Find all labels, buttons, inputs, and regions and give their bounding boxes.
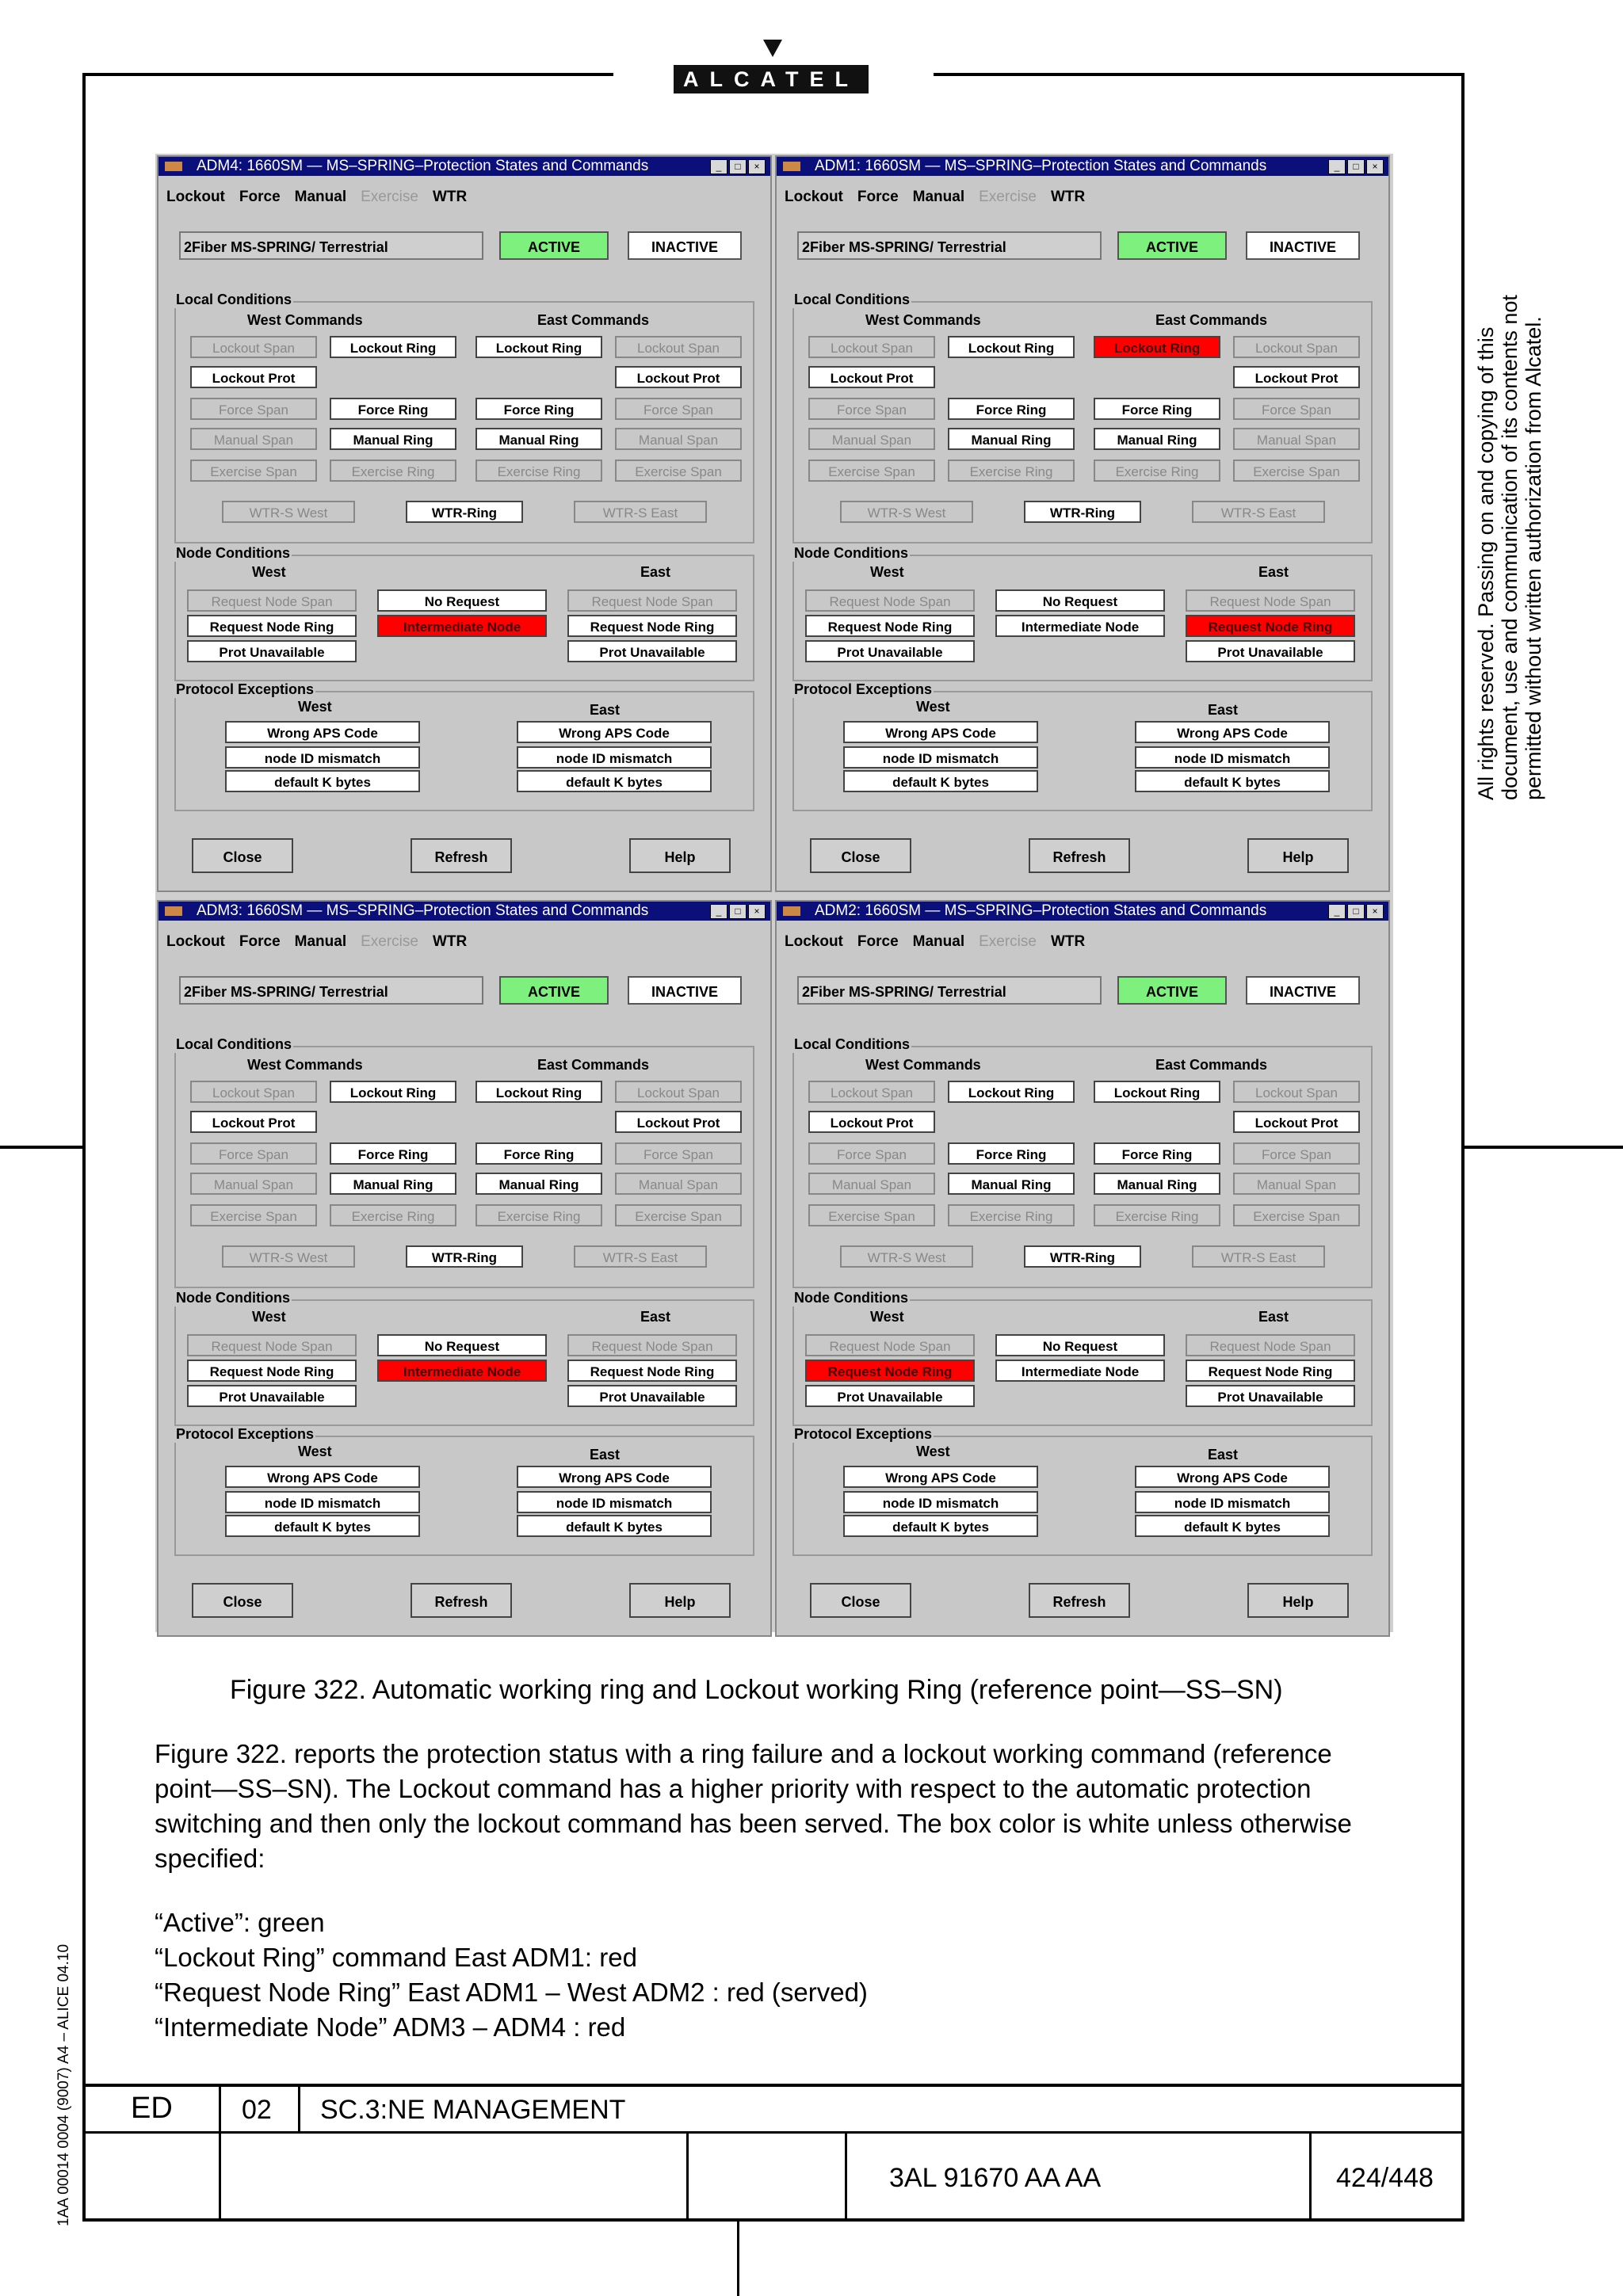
margin-mark-left <box>0 1146 82 1149</box>
figure-caption: Figure 322. Automatic working ring and Lockout working Ring (reference point—SS–SN) <box>230 1675 1283 1705</box>
window-title: ADM2: 1660SM — MS–SPRING–Protection States and Commands <box>815 902 1267 919</box>
maximize-icon[interactable]: □ <box>729 159 747 174</box>
west-request-node-span-button[interactable]: Request Node Span <box>805 589 975 612</box>
close-button[interactable]: Close <box>192 838 293 873</box>
refresh-button[interactable]: Refresh <box>411 1583 512 1618</box>
east-request-node-ring-button[interactable]: Request Node Ring <box>567 1360 737 1382</box>
close-icon[interactable]: × <box>1366 159 1384 174</box>
footer-line-bottom <box>82 2218 1465 2222</box>
east-prot-unavailable-button[interactable]: Prot Unavailable <box>567 1385 737 1407</box>
west-request-node-ring-button[interactable]: Request Node Ring <box>187 615 357 637</box>
west-manual-span-button[interactable]: Manual Span <box>190 428 317 450</box>
west-default-k-button[interactable]: default K bytes <box>225 770 420 792</box>
maximize-icon[interactable]: □ <box>729 904 747 919</box>
protection-window <box>157 900 772 1637</box>
refresh-button[interactable]: Refresh <box>411 838 512 873</box>
minimize-icon[interactable]: _ <box>710 904 727 919</box>
west-node-id-button[interactable]: node ID mismatch <box>225 1491 420 1513</box>
east-wrong-aps-button[interactable]: Wrong APS Code <box>517 1466 712 1488</box>
footer-ed-value: 02 <box>242 2095 272 2125</box>
proto-west-label: West <box>298 1444 332 1459</box>
east-prot-unavailable-button[interactable]: Prot Unavailable <box>1186 1385 1355 1407</box>
east-wrong-aps-button[interactable]: Wrong APS Code <box>1135 721 1330 743</box>
menu-lockout[interactable]: Lockout <box>166 933 225 950</box>
help-button[interactable]: Help <box>1247 1583 1349 1618</box>
west-request-node-span-button[interactable]: Request Node Span <box>805 1334 975 1356</box>
menu-wtr[interactable]: WTR <box>1050 933 1086 950</box>
west-force-span-button[interactable]: Force Span <box>190 398 317 420</box>
east-exercise-span-button[interactable]: Exercise Span <box>615 1204 742 1226</box>
inactive-status: INACTIVE <box>1246 976 1360 1005</box>
footer-line-mid <box>82 2131 1465 2134</box>
west-exercise-span-button[interactable]: Exercise Span <box>190 460 317 482</box>
title-bar <box>777 157 1388 176</box>
proto-west-label: West <box>298 699 332 715</box>
close-icon[interactable]: × <box>1366 904 1384 919</box>
app-icon <box>783 906 800 916</box>
west-node-id-button[interactable]: node ID mismatch <box>843 1491 1038 1513</box>
west-lockout-span-button[interactable]: Lockout Span <box>190 1081 317 1103</box>
note-line: “Request Node Ring” East ADM1 – West ADM2 : red (served) <box>155 1978 868 2007</box>
protection-window <box>775 155 1390 892</box>
east-request-node-ring-button[interactable]: Request Node Ring <box>1186 1360 1355 1382</box>
inactive-status: INACTIVE <box>1246 231 1360 260</box>
west-force-span-button[interactable]: Force Span <box>808 1142 935 1165</box>
wtr-s-east-button[interactable]: WTR-S East <box>574 1245 707 1268</box>
menu-exercise: Exercise <box>979 189 1037 205</box>
east-exercise-span-button[interactable]: Exercise Span <box>1233 460 1360 482</box>
east-force-span-button[interactable]: Force Span <box>1233 398 1360 420</box>
west-exercise-ring-button[interactable]: Exercise Ring <box>948 1204 1075 1226</box>
wtr-s-east-button[interactable]: WTR-S East <box>1192 1245 1325 1268</box>
east-force-ring-button[interactable]: Force Ring <box>1094 1142 1220 1165</box>
close-icon[interactable]: × <box>748 904 766 919</box>
east-exercise-span-button[interactable]: Exercise Span <box>615 460 742 482</box>
east-lockout-ring-button[interactable]: Lockout Ring <box>1094 336 1220 358</box>
west-commands-label: West Commands <box>247 312 363 328</box>
protocol-exceptions-title: Protocol Exceptions <box>794 1426 933 1442</box>
footer-div <box>219 2084 221 2220</box>
menu-bar <box>785 189 1099 206</box>
east-default-k-button[interactable]: default K bytes <box>517 770 712 792</box>
east-lockout-span-button[interactable]: Lockout Span <box>1233 1081 1360 1103</box>
minimize-icon[interactable]: _ <box>710 159 727 174</box>
east-wrong-aps-button[interactable]: Wrong APS Code <box>1135 1466 1330 1488</box>
local-conditions-title: Local Conditions <box>176 292 292 307</box>
wtr-s-east-button[interactable]: WTR-S East <box>574 501 707 523</box>
east-exercise-ring-button[interactable]: Exercise Ring <box>1094 460 1220 482</box>
east-lockout-prot-button[interactable]: Lockout Prot <box>615 366 742 388</box>
east-request-node-span-button[interactable]: Request Node Span <box>567 589 737 612</box>
menu-force[interactable]: Force <box>857 189 899 205</box>
mode-field: 2Fiber MS-SPRING/ Terrestrial <box>179 231 483 260</box>
west-manual-ring-button[interactable]: Manual Ring <box>330 428 456 450</box>
active-status: ACTIVE <box>1117 231 1227 260</box>
west-force-ring-button[interactable]: Force Ring <box>330 398 456 420</box>
east-commands-label: East Commands <box>1155 312 1268 328</box>
footer-line-top <box>82 2084 1465 2087</box>
title-bar <box>158 902 770 921</box>
help-button[interactable]: Help <box>1247 838 1349 873</box>
west-wrong-aps-button[interactable]: Wrong APS Code <box>225 721 420 743</box>
west-lockout-span-button[interactable]: Lockout Span <box>808 336 935 358</box>
west-default-k-button[interactable]: default K bytes <box>843 1515 1038 1537</box>
east-lockout-span-button[interactable]: Lockout Span <box>1233 336 1360 358</box>
east-lockout-span-button[interactable]: Lockout Span <box>615 336 742 358</box>
west-wrong-aps-button[interactable]: Wrong APS Code <box>843 721 1038 743</box>
mode-field: 2Fiber MS-SPRING/ Terrestrial <box>797 231 1102 260</box>
frame-top-left <box>82 73 613 76</box>
east-wrong-aps-button[interactable]: Wrong APS Code <box>517 721 712 743</box>
east-lockout-ring-button[interactable]: Lockout Ring <box>475 336 602 358</box>
west-exercise-ring-button[interactable]: Exercise Ring <box>330 460 456 482</box>
title-bar <box>777 902 1388 921</box>
protocol-exceptions-title: Protocol Exceptions <box>794 681 933 697</box>
footer-doc-number: 3AL 91670 AA AA <box>889 2163 1102 2193</box>
east-manual-ring-button[interactable]: Manual Ring <box>475 428 602 450</box>
intermediate-node-button[interactable]: Intermediate Node <box>377 1360 547 1382</box>
minimize-icon[interactable]: _ <box>1328 904 1346 919</box>
menu-lockout[interactable]: Lockout <box>166 189 225 205</box>
west-force-ring-button[interactable]: Force Ring <box>948 398 1075 420</box>
maximize-icon[interactable]: □ <box>1347 159 1365 174</box>
east-exercise-ring-button[interactable]: Exercise Ring <box>1094 1204 1220 1226</box>
node-west-label: West <box>870 1309 904 1325</box>
east-manual-span-button[interactable]: Manual Span <box>615 428 742 450</box>
east-lockout-prot-button[interactable]: Lockout Prot <box>1233 366 1360 388</box>
window-title: ADM1: 1660SM — MS–SPRING–Protection States and Commands <box>815 158 1267 174</box>
wtr-s-west-button[interactable]: WTR-S West <box>840 1245 973 1268</box>
west-exercise-span-button[interactable]: Exercise Span <box>190 1204 317 1226</box>
copyright-notice: All rights reserved. Passing on and copying of this document, use and communication of its contents not permitted without written authorization from Alcatel. <box>1474 295 1545 800</box>
footer-div <box>298 2084 300 2133</box>
form-code: 1AA 00014 0004 (9007) A4 – ALICE 04.10 <box>55 1943 72 2226</box>
east-default-k-button[interactable]: default K bytes <box>1135 770 1330 792</box>
west-prot-unavailable-button[interactable]: Prot Unavailable <box>805 640 975 662</box>
east-exercise-ring-button[interactable]: Exercise Ring <box>475 1204 602 1226</box>
east-default-k-button[interactable]: default K bytes <box>1135 1515 1330 1537</box>
menu-force[interactable]: Force <box>239 933 281 950</box>
intermediate-node-button[interactable]: Intermediate Node <box>377 615 547 637</box>
east-prot-unavailable-button[interactable]: Prot Unavailable <box>1186 640 1355 662</box>
west-force-ring-button[interactable]: Force Ring <box>948 1142 1075 1165</box>
node-conditions-title: Node Conditions <box>794 1290 908 1306</box>
east-node-id-button[interactable]: node ID mismatch <box>517 746 712 769</box>
west-request-node-span-button[interactable]: Request Node Span <box>187 1334 357 1356</box>
east-request-node-ring-button[interactable]: Request Node Ring <box>1186 615 1355 637</box>
east-lockout-ring-button[interactable]: Lockout Ring <box>1094 1081 1220 1103</box>
west-prot-unavailable-button[interactable]: Prot Unavailable <box>805 1385 975 1407</box>
menu-manual[interactable]: Manual <box>294 189 347 205</box>
east-request-node-span-button[interactable]: Request Node Span <box>1186 589 1355 612</box>
west-commands-label: West Commands <box>865 312 981 328</box>
intermediate-node-button[interactable]: Intermediate Node <box>995 1360 1165 1382</box>
node-conditions-title: Node Conditions <box>176 545 290 561</box>
node-west-label: West <box>252 564 286 580</box>
east-manual-span-button[interactable]: Manual Span <box>615 1173 742 1195</box>
east-force-ring-button[interactable]: Force Ring <box>475 1142 602 1165</box>
no-request-button[interactable]: No Request <box>377 589 547 612</box>
local-conditions-title: Local Conditions <box>794 292 910 307</box>
west-request-node-ring-button[interactable]: Request Node Ring <box>805 615 975 637</box>
active-status: ACTIVE <box>499 976 609 1005</box>
margin-mark-right <box>1465 1146 1623 1149</box>
east-commands-label: East Commands <box>1155 1057 1268 1073</box>
west-manual-ring-button[interactable]: Manual Ring <box>948 1173 1075 1195</box>
menu-wtr[interactable]: WTR <box>432 189 468 205</box>
protection-window <box>157 155 772 892</box>
frame-top-right <box>934 73 1465 76</box>
east-lockout-span-button[interactable]: Lockout Span <box>615 1081 742 1103</box>
menu-lockout[interactable]: Lockout <box>785 189 843 205</box>
west-request-node-span-button[interactable]: Request Node Span <box>187 589 357 612</box>
west-prot-unavailable-button[interactable]: Prot Unavailable <box>187 640 357 662</box>
close-button[interactable]: Close <box>810 838 911 873</box>
help-button[interactable]: Help <box>629 838 731 873</box>
wtr-ring-button[interactable]: WTR-Ring <box>406 1245 523 1268</box>
node-east-label: East <box>640 564 671 580</box>
wtr-s-west-button[interactable]: WTR-S West <box>840 501 973 523</box>
active-status: ACTIVE <box>1117 976 1227 1005</box>
menu-manual[interactable]: Manual <box>912 933 965 950</box>
app-icon <box>165 906 182 916</box>
node-conditions-title: Node Conditions <box>176 1290 290 1306</box>
note-line: “Lockout Ring” command East ADM1: red <box>155 1943 637 1972</box>
inactive-status: INACTIVE <box>628 231 742 260</box>
west-manual-span-button[interactable]: Manual Span <box>190 1173 317 1195</box>
no-request-button[interactable]: No Request <box>995 1334 1165 1356</box>
west-wrong-aps-button[interactable]: Wrong APS Code <box>225 1466 420 1488</box>
west-manual-span-button[interactable]: Manual Span <box>808 1173 935 1195</box>
east-force-span-button[interactable]: Force Span <box>615 1142 742 1165</box>
east-node-id-button[interactable]: node ID mismatch <box>1135 1491 1330 1513</box>
west-lockout-ring-button[interactable]: Lockout Ring <box>330 336 456 358</box>
menu-wtr[interactable]: WTR <box>432 933 468 950</box>
note-line: “Active”: green <box>155 1908 325 1937</box>
east-node-id-button[interactable]: node ID mismatch <box>1135 746 1330 769</box>
east-lockout-prot-button[interactable]: Lockout Prot <box>615 1111 742 1133</box>
help-button[interactable]: Help <box>629 1583 731 1618</box>
west-prot-unavailable-button[interactable]: Prot Unavailable <box>187 1385 357 1407</box>
east-lockout-prot-button[interactable]: Lockout Prot <box>1233 1111 1360 1133</box>
west-lockout-ring-button[interactable]: Lockout Ring <box>330 1081 456 1103</box>
node-east-label: East <box>640 1309 671 1325</box>
east-prot-unavailable-button[interactable]: Prot Unavailable <box>567 640 737 662</box>
east-commands-label: East Commands <box>537 1057 650 1073</box>
east-request-node-ring-button[interactable]: Request Node Ring <box>567 615 737 637</box>
proto-east-label: East <box>1208 702 1239 718</box>
east-force-span-button[interactable]: Force Span <box>615 398 742 420</box>
footer-div <box>845 2131 847 2220</box>
west-manual-ring-button[interactable]: Manual Ring <box>948 428 1075 450</box>
window-title: ADM4: 1660SM — MS–SPRING–Protection States and Commands <box>197 158 649 174</box>
proto-east-label: East <box>590 702 621 718</box>
proto-east-label: East <box>1208 1447 1239 1463</box>
body-paragraph: Figure 322. reports the protection status with a ring failure and a lockout working command (reference point—SS–SN). The Lockout command has a higher priority with respect to the automatic protection switching and then only the lockout command has been served. The box color is white unless otherwise specified: <box>155 1739 1352 1873</box>
east-default-k-button[interactable]: default K bytes <box>517 1515 712 1537</box>
west-manual-span-button[interactable]: Manual Span <box>808 428 935 450</box>
node-conditions-title: Node Conditions <box>794 545 908 561</box>
close-button[interactable]: Close <box>192 1583 293 1618</box>
east-request-node-span-button[interactable]: Request Node Span <box>567 1334 737 1356</box>
menu-exercise: Exercise <box>361 933 418 950</box>
east-manual-ring-button[interactable]: Manual Ring <box>475 1173 602 1195</box>
proto-west-label: West <box>916 699 950 715</box>
mode-field: 2Fiber MS-SPRING/ Terrestrial <box>797 976 1102 1005</box>
menu-bar <box>166 933 481 951</box>
close-icon[interactable]: × <box>748 159 766 174</box>
menu-bar <box>785 933 1099 951</box>
footer-ed-label: ED <box>131 2092 173 2125</box>
footer-page: 424/448 <box>1336 2163 1434 2193</box>
west-node-id-button[interactable]: node ID mismatch <box>225 746 420 769</box>
west-lockout-span-button[interactable]: Lockout Span <box>808 1081 935 1103</box>
west-force-ring-button[interactable]: Force Ring <box>330 1142 456 1165</box>
east-force-ring-button[interactable]: Force Ring <box>1094 398 1220 420</box>
proto-east-label: East <box>590 1447 621 1463</box>
refresh-button[interactable]: Refresh <box>1029 1583 1130 1618</box>
no-request-button[interactable]: No Request <box>995 589 1165 612</box>
footer-div <box>1309 2131 1312 2220</box>
footer-tail <box>737 2220 739 2296</box>
west-exercise-ring-button[interactable]: Exercise Ring <box>330 1204 456 1226</box>
east-manual-span-button[interactable]: Manual Span <box>1233 1173 1360 1195</box>
wtr-ring-button[interactable]: WTR-Ring <box>406 501 523 523</box>
menu-bar <box>166 189 481 206</box>
menu-wtr[interactable]: WTR <box>1050 189 1086 205</box>
protocol-exceptions-title: Protocol Exceptions <box>176 681 315 697</box>
color-notes <box>155 1905 868 2045</box>
close-button[interactable]: Close <box>810 1583 911 1618</box>
protection-window <box>775 900 1390 1637</box>
node-west-label: West <box>870 564 904 580</box>
menu-exercise: Exercise <box>361 189 418 205</box>
local-conditions-title: Local Conditions <box>794 1036 910 1052</box>
west-lockout-ring-button[interactable]: Lockout Ring <box>948 1081 1075 1103</box>
active-status: ACTIVE <box>499 231 609 260</box>
proto-west-label: West <box>916 1444 950 1459</box>
title-bar <box>158 157 770 176</box>
west-force-span-button[interactable]: Force Span <box>808 398 935 420</box>
menu-lockout[interactable]: Lockout <box>785 933 843 950</box>
footer-div <box>686 2131 689 2220</box>
east-request-node-span-button[interactable]: Request Node Span <box>1186 1334 1355 1356</box>
node-east-label: East <box>1258 1309 1289 1325</box>
minimize-icon[interactable]: _ <box>1328 159 1346 174</box>
no-request-button[interactable]: No Request <box>377 1334 547 1356</box>
node-east-label: East <box>1258 564 1289 580</box>
note-line: “Intermediate Node” ADM3 – ADM4 : red <box>155 2012 626 2042</box>
wtr-s-west-button[interactable]: WTR-S West <box>222 1245 355 1268</box>
west-exercise-span-button[interactable]: Exercise Span <box>808 460 935 482</box>
west-commands-label: West Commands <box>247 1057 363 1073</box>
wtr-s-west-button[interactable]: WTR-S West <box>222 501 355 523</box>
menu-exercise: Exercise <box>979 933 1037 950</box>
frame-left <box>82 73 86 2221</box>
west-commands-label: West Commands <box>865 1057 981 1073</box>
east-force-ring-button[interactable]: Force Ring <box>475 398 602 420</box>
app-icon <box>165 162 182 171</box>
menu-force[interactable]: Force <box>239 189 281 205</box>
west-lockout-ring-button[interactable]: Lockout Ring <box>948 336 1075 358</box>
west-lockout-prot-button[interactable]: Lockout Prot <box>808 1111 935 1133</box>
east-lockout-ring-button[interactable]: Lockout Ring <box>475 1081 602 1103</box>
wtr-ring-button[interactable]: WTR-Ring <box>1024 501 1141 523</box>
west-manual-ring-button[interactable]: Manual Ring <box>330 1173 456 1195</box>
logo: ALCATEL <box>674 65 869 93</box>
east-manual-ring-button[interactable]: Manual Ring <box>1094 1173 1220 1195</box>
node-west-label: West <box>252 1309 286 1325</box>
west-lockout-span-button[interactable]: Lockout Span <box>190 336 317 358</box>
east-manual-ring-button[interactable]: Manual Ring <box>1094 428 1220 450</box>
local-conditions-title: Local Conditions <box>176 1036 292 1052</box>
east-manual-span-button[interactable]: Manual Span <box>1233 428 1360 450</box>
maximize-icon[interactable]: □ <box>1347 904 1365 919</box>
west-default-k-button[interactable]: default K bytes <box>225 1515 420 1537</box>
west-default-k-button[interactable]: default K bytes <box>843 770 1038 792</box>
mode-field: 2Fiber MS-SPRING/ Terrestrial <box>179 976 483 1005</box>
wtr-s-east-button[interactable]: WTR-S East <box>1192 501 1325 523</box>
west-lockout-prot-button[interactable]: Lockout Prot <box>190 1111 317 1133</box>
window-title: ADM3: 1660SM — MS–SPRING–Protection States and Commands <box>197 902 649 919</box>
footer-section: SC.3:NE MANAGEMENT <box>320 2095 626 2125</box>
west-force-span-button[interactable]: Force Span <box>190 1142 317 1165</box>
menu-manual[interactable]: Manual <box>294 933 347 950</box>
logo-mark <box>763 40 782 57</box>
west-node-id-button[interactable]: node ID mismatch <box>843 746 1038 769</box>
wtr-ring-button[interactable]: WTR-Ring <box>1024 1245 1141 1268</box>
refresh-button[interactable]: Refresh <box>1029 838 1130 873</box>
west-request-node-ring-button[interactable]: Request Node Ring <box>805 1360 975 1382</box>
app-icon <box>783 162 800 171</box>
west-lockout-prot-button[interactable]: Lockout Prot <box>190 366 317 388</box>
east-node-id-button[interactable]: node ID mismatch <box>517 1491 712 1513</box>
screenshot-grid <box>155 154 1393 1632</box>
east-exercise-ring-button[interactable]: Exercise Ring <box>475 460 602 482</box>
inactive-status: INACTIVE <box>628 976 742 1005</box>
menu-manual[interactable]: Manual <box>912 189 965 205</box>
east-exercise-span-button[interactable]: Exercise Span <box>1233 1204 1360 1226</box>
menu-force[interactable]: Force <box>857 933 899 950</box>
protocol-exceptions-title: Protocol Exceptions <box>176 1426 315 1442</box>
west-request-node-ring-button[interactable]: Request Node Ring <box>187 1360 357 1382</box>
west-lockout-prot-button[interactable]: Lockout Prot <box>808 366 935 388</box>
west-wrong-aps-button[interactable]: Wrong APS Code <box>843 1466 1038 1488</box>
east-commands-label: East Commands <box>537 312 650 328</box>
west-exercise-ring-button[interactable]: Exercise Ring <box>948 460 1075 482</box>
east-force-span-button[interactable]: Force Span <box>1233 1142 1360 1165</box>
intermediate-node-button[interactable]: Intermediate Node <box>995 615 1165 637</box>
west-exercise-span-button[interactable]: Exercise Span <box>808 1204 935 1226</box>
